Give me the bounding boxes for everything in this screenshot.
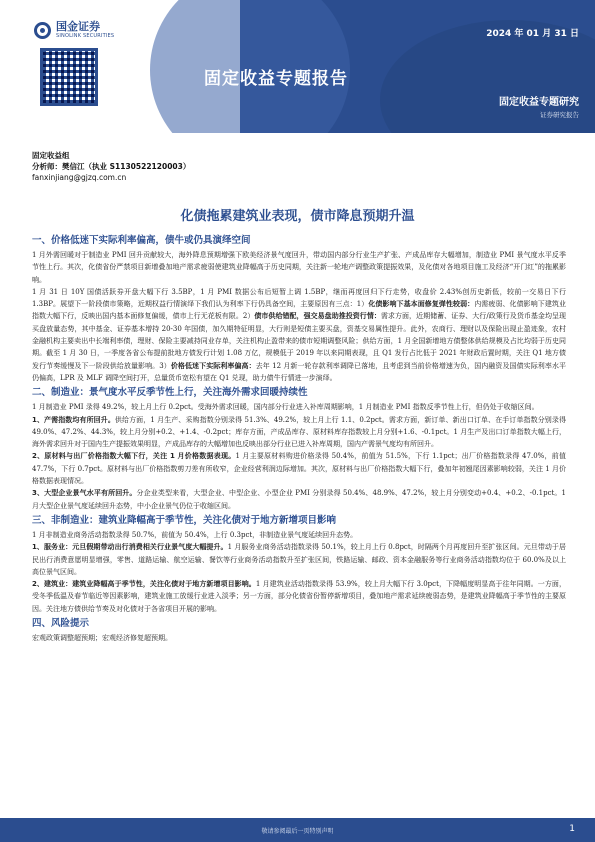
company-logo	[34, 21, 114, 39]
page-number: 1	[569, 824, 575, 834]
author-group: 固定收益组	[32, 151, 70, 160]
section-heading: 一、价格低迷下实际利率偏高，债牛或仍具演绎空间	[32, 235, 251, 246]
section-heading: 四、风险提示	[32, 618, 90, 630]
footer-note: 敬请参阅最后一页特别声明	[261, 828, 334, 835]
author-block	[32, 150, 190, 183]
report-title: 固定收益专题报告	[204, 69, 348, 89]
logo-icon	[34, 22, 51, 39]
author-analyst: 分析师：樊信江（执业 S1130522120003）	[32, 162, 191, 171]
qr-code-icon	[40, 48, 98, 106]
section-heading: 三、非制造业：建筑业降幅高于季节性，关注化债对于地方新增项目影响	[32, 514, 337, 526]
paragraph: 3、大型企业景气水平有所回升。分企业类型来看，大型企业、中型企业、小型企业 PMI 分别录得 50.4%、48.9%、47.2%，较上月分别变动+0.4、+0.2、-0.1pct。1 月大型企业景气度延续回升态势，中小企业景气仍位于收缩区间。	[32, 489, 566, 510]
paragraph: 2、建筑业：建筑业降幅高于季节性，关注化债对于地方新增项目影响。1 月建筑业活动指数录得 53.9%，较上月大幅下行 3.0pct，下降幅度明显高于往年同期。一方面，受冬季低温及春节临近等因素影响，建筑业施工放缓行业进入淡季；另一方面，部分化债省份暂停新增项目，叠加地产需求延续疲弱态势，是建筑业降幅高于季节性的主要原因。关注地方债供给节奏及对化债对于各省项目开展的影响。	[32, 580, 566, 613]
report-header	[0, 0, 595, 133]
paragraph: 1 月外需回暖对于制造业 PMI 回升贡献较大，海外降息预期增强下欧美经济景气度回升，带动国内部分行业生产扩张、产成品库存大幅增加，制造业 PMI 景气度水平反季节性上行。其次，化债省份严禁项目新增叠加地产需求疲弱使建筑业降幅高于历史同期，关注新一轮地产调整政策提振效果，及化债对各地项目施工及经济“开门红”的拖累影响。	[32, 251, 566, 284]
report-type: 固定收益专题研究	[499, 97, 579, 108]
paragraph: 1 月 31 日 10Y 国债活跃券开盘大幅下行 3.5BP，1 月 PMI 数据公布后短暂上调 1.5BP，继而再度回归下行走势，收盘价 2.43%创历史新低，较前一交易日下行 1.3BP。展望下一阶段债市策略，近期权益行情演绎下我们认为利率下行仍具备空间，主要原因有三点：1）化债影响下基本面修复弹性较弱：内需疲弱、化债影响下建筑业指数大幅下行，反映出国内基本面修复偏缓，债市上行无花板有限。2）债市供给错配，强交易盘助推投资行情：需求方面，近期储蓄、证券、大行/政策行及货币基金均呈现买盘放量态势，其中基金、证券基本增持 20-30 年国债，加久期特征明显，大行则是短债主要买盘，资基交易属性提升。此外，农商行、理财以及保险出现止盈迹象，农村金融机构主要卖出中长端利率债，理财、保险主要减持同业存单，关注机构止盈带来的债市短期调整风险；供给方面，1 月全国新增地方债整体供给规模及占比均弱于历史同期。截至 1 月 30 日，一季度各省公布提前批地方债发行计划 1.08 万亿，规模低于 2019 年以来同期表现，且 Q1 发行占比低于 2021 年财政后置时期，关注 Q1 地方债发行节奏缓慢及下一阶段供给放量影响。3）价格低迷下实际利率偏高：去年 12 月新一轮存款利率调降已落地，且考虑到当前价格增速为负，国内融资及国债实际利率水平仍偏高，LPR 及 MLF 调降空间打开，总量货币宽松有望在 Q1 兑现，助力债牛行情进一步演绎。	[32, 287, 567, 382]
paragraph: 宏观政策调整超预期；宏观经济修复超预期。	[32, 634, 172, 643]
paragraph: 1、产需指数均有所回升。供给方面，1 月生产、采购指数分别录得 51.3%、49.2%，较上月上行 1.1、0.2pct。需求方面，新订单、新出口订单、在手订单指数分别录得 49.0%、47.2%、44.3%，较上月分别+0.2、+1.4、-0.2pct；库存方面，产成品库存、原材料库存指数较上月分别+1.6、-0.1pct。1 月生产及出口订单指数大幅上行，海外需求回升对于国内生产提振效果明显，产成品库存的大幅增加也反映出部分行业已进入补库周期，国内产需景气度均有所回升。	[32, 415, 566, 449]
section-heading: 二、制造业：景气度水平反季节性上行，关注海外需求回暖持续性	[32, 387, 308, 399]
report-subtype: 证券研究报告	[540, 111, 579, 119]
report-date: 2024 年 01 月 31 日	[486, 29, 579, 39]
author-email[interactable]: fanxinjiang@gjzq.com.cn	[32, 173, 127, 182]
logo-name-en: SINOLINK SECURITIES	[56, 33, 115, 39]
logo-name-cn: 国金证券	[56, 20, 100, 33]
paragraph: 1、服务业：元旦假期带动出行消费相关行业景气度大幅提升。1 月服务业商务活动指数录得 50.1%，较上月上行 0.8pct，时隔两个月再度回升至扩张区间。元旦带动于居民出行消费意愿明显增强，零售、道路运输、航空运输、餐饮等行业商务活动指数升至扩张区间，铁路运输、邮政、资本金融服务等行业商务活动指数均位于 60.0%及以上高位景气区间。	[32, 543, 566, 576]
paragraph: 2、原材料与出厂价格指数大幅下行，关注 1 月价格数据表现。1 月主要原材料购进价格录得 50.4%，前值为 51.5%，下行 1.1pct；出厂价格指数录得 47.0%，前值 47.7%，下行 0.7pct。原材料与出厂价格指数剪刀差有所收窄，企业经营利润边际增加。其次，原材料与出厂价格指数大幅下行，叠加年初翘尾因素影响较弱，关注 1 月价格数据表现情况。	[32, 452, 566, 486]
headline: 化债拖累建筑业表现，债市降息预期升温	[180, 209, 415, 224]
paragraph: 1 月非制造业商务活动指数录得 50.7%，前值为 50.4%，上行 0.3pct，非制造业景气度延续回升态势。	[32, 530, 358, 539]
report-body	[32, 234, 566, 644]
paragraph: 1 月制造业 PMI 录得 49.2%，较上月上行 0.2pct。受海外需求回暖，国内部分行业进入补库周期影响，1 月制造业 PMI 指数反季节性上行，但仍处于收缩区间。	[32, 403, 539, 412]
